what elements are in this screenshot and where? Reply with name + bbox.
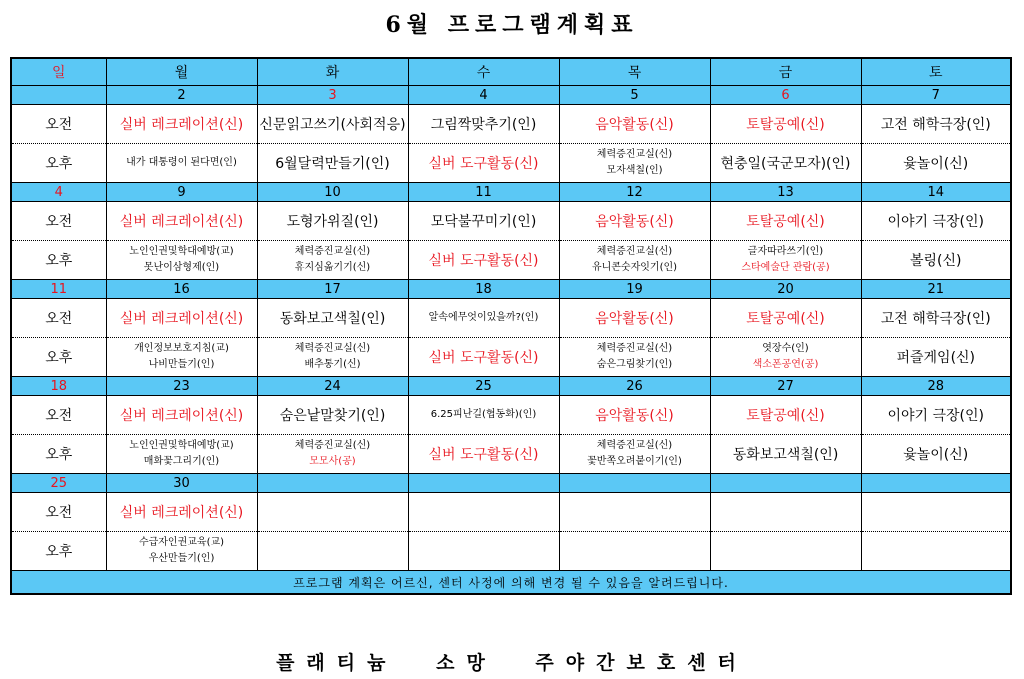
program-item: 실버 레크레이션(신)	[119, 408, 244, 424]
program-cell	[861, 532, 1011, 571]
program-item: 체력증진교실(신)	[294, 343, 371, 354]
am-row	[11, 299, 1011, 338]
am-row	[11, 493, 1011, 532]
program-cell	[559, 144, 710, 183]
date-row	[11, 377, 1011, 396]
program-item: 실버 레크레이션(신)	[119, 117, 244, 133]
program-item: 이야기 극장(인)	[887, 408, 985, 424]
program-cell	[257, 435, 408, 474]
program-item: 이야기 극장(인)	[887, 214, 985, 230]
program-item: 토탈공예(신)	[746, 408, 825, 424]
program-cell	[257, 105, 408, 144]
program-cell	[408, 532, 559, 571]
program-cell	[408, 299, 559, 338]
am-label: 오전	[11, 299, 106, 338]
program-item: 나비만들기(인)	[148, 359, 215, 370]
program-cell	[408, 105, 559, 144]
program-item: 퍼즐게임(신)	[896, 350, 976, 366]
date-cell: 19	[559, 280, 710, 299]
program-cell	[861, 493, 1011, 532]
am-label: 오전	[11, 493, 106, 532]
program-schedule-table	[10, 57, 1012, 595]
date-cell: 14	[861, 183, 1011, 202]
am-row	[11, 202, 1011, 241]
program-cell	[559, 105, 710, 144]
date-cell: 27	[710, 377, 861, 396]
date-cell: 13	[710, 183, 861, 202]
program-cell	[106, 105, 257, 144]
program-item: 볼링(신)	[910, 253, 962, 269]
program-cell	[710, 435, 861, 474]
date-cell: 11	[408, 183, 559, 202]
program-item: 6.25피난길(협동화)(인)	[430, 409, 537, 420]
program-item: 6월달력만들기(인)	[275, 156, 390, 172]
program-cell	[257, 532, 408, 571]
date-row	[11, 86, 1011, 105]
date-row	[11, 474, 1011, 493]
date-cell	[559, 474, 710, 493]
program-item: 동화보고색칠(인)	[279, 311, 386, 327]
program-cell	[106, 338, 257, 377]
program-item: 토탈공예(신)	[746, 311, 825, 327]
date-cell	[710, 474, 861, 493]
date-cell	[408, 474, 559, 493]
program-item: 실버 도구활동(신)	[428, 447, 539, 463]
program-cell	[257, 144, 408, 183]
weekday-3: 수	[408, 58, 559, 86]
program-item: 알속에무엇이있을까?(인)	[428, 312, 539, 323]
program-cell	[106, 299, 257, 338]
program-item: 현충일(국군모자)(인)	[720, 156, 851, 172]
program-cell	[257, 396, 408, 435]
program-cell	[559, 299, 710, 338]
program-item: 우산만들기(인)	[148, 553, 215, 564]
program-item: 음악활동(신)	[595, 408, 674, 424]
program-cell	[861, 144, 1011, 183]
program-item: 꽃반쪽오려붙이기(인)	[587, 456, 682, 467]
date-cell: 30	[106, 474, 257, 493]
program-cell	[106, 435, 257, 474]
date-row	[11, 280, 1011, 299]
program-cell	[861, 241, 1011, 280]
program-item: 신문읽고쓰기(사회적응)	[259, 117, 406, 133]
am-label: 오전	[11, 105, 106, 144]
program-item: 모모사(공)	[309, 456, 356, 467]
program-item: 색소폰공연(공)	[752, 359, 819, 370]
date-cell: 11	[11, 280, 106, 299]
program-cell	[861, 396, 1011, 435]
program-cell	[861, 299, 1011, 338]
program-cell	[257, 299, 408, 338]
program-cell	[559, 435, 710, 474]
date-cell: 9	[106, 183, 257, 202]
program-item: 실버 레크레이션(신)	[119, 311, 244, 327]
program-item: 스타예술단 관람(공)	[741, 262, 830, 273]
weekday-5: 금	[710, 58, 861, 86]
program-cell	[861, 435, 1011, 474]
program-item: 휴지심옮기기(신)	[294, 262, 371, 273]
date-cell: 4	[408, 86, 559, 105]
program-cell	[408, 338, 559, 377]
program-item: 실버 도구활동(신)	[428, 156, 539, 172]
program-cell	[710, 338, 861, 377]
program-item: 체력증진교실(신)	[294, 440, 371, 451]
pm-label: 오후	[11, 144, 106, 183]
date-cell: 25	[408, 377, 559, 396]
program-cell	[257, 338, 408, 377]
program-cell	[710, 396, 861, 435]
program-cell	[408, 202, 559, 241]
program-cell	[861, 105, 1011, 144]
pm-row	[11, 338, 1011, 377]
date-cell: 17	[257, 280, 408, 299]
date-row	[11, 183, 1011, 202]
date-cell: 10	[257, 183, 408, 202]
program-item: 도형가위질(인)	[286, 214, 379, 230]
weekday-6: 토	[861, 58, 1011, 86]
note-row	[11, 571, 1011, 595]
program-item: 개인정보보호지침(교)	[134, 343, 229, 354]
program-item: 체력증진교실(신)	[596, 440, 673, 451]
am-label: 오전	[11, 396, 106, 435]
program-item: 체력증진교실(신)	[596, 149, 673, 160]
date-cell: 18	[408, 280, 559, 299]
date-cell: 25	[11, 474, 106, 493]
weekday-0: 일	[11, 58, 106, 86]
weekday-2: 화	[257, 58, 408, 86]
program-item: 고전 해학극장(인)	[880, 311, 991, 327]
program-cell	[408, 144, 559, 183]
program-item: 못난이삼형제(인)	[143, 262, 220, 273]
program-item: 엿장수(인)	[762, 343, 809, 354]
date-cell	[11, 86, 106, 105]
program-cell	[257, 493, 408, 532]
program-cell	[559, 493, 710, 532]
program-cell	[257, 202, 408, 241]
program-item: 동화보고색칠(인)	[732, 447, 839, 463]
program-cell	[861, 338, 1011, 377]
am-row	[11, 396, 1011, 435]
program-cell	[559, 532, 710, 571]
program-cell	[710, 493, 861, 532]
program-item: 실버 레크레이션(신)	[119, 505, 244, 521]
program-item: 음악활동(신)	[595, 311, 674, 327]
program-item: 글자따라쓰기(인)	[747, 246, 824, 257]
program-cell	[710, 299, 861, 338]
program-item: 체력증진교실(신)	[294, 246, 371, 257]
pm-row	[11, 241, 1011, 280]
date-cell: 4	[11, 183, 106, 202]
program-item: 실버 도구활동(신)	[428, 350, 539, 366]
program-item: 유니콘숫자잇기(인)	[591, 262, 678, 273]
program-cell	[257, 241, 408, 280]
date-cell: 6	[710, 86, 861, 105]
program-cell	[559, 202, 710, 241]
program-item: 노인인권및학대예방(교)	[129, 440, 234, 451]
date-cell	[257, 474, 408, 493]
program-item: 숨은낱말찾기(인)	[279, 408, 386, 424]
pm-row	[11, 435, 1011, 474]
pm-label: 오후	[11, 435, 106, 474]
program-item: 노인인권및학대예방(교)	[129, 246, 234, 257]
program-item: 체력증진교실(신)	[596, 246, 673, 257]
program-item: 모닥불꾸미기(인)	[430, 214, 537, 230]
am-row	[11, 105, 1011, 144]
center-name: 플래티늄 소망 주야간보호센터	[276, 652, 748, 674]
pm-row	[11, 144, 1011, 183]
program-item: 모자색칠(인)	[606, 165, 663, 176]
program-cell	[710, 532, 861, 571]
date-cell: 28	[861, 377, 1011, 396]
program-item: 토탈공예(신)	[746, 117, 825, 133]
program-cell	[861, 202, 1011, 241]
program-cell	[710, 105, 861, 144]
date-cell: 16	[106, 280, 257, 299]
program-item: 배추통기(신)	[304, 359, 361, 370]
program-item: 내가 대통령이 된다면(인)	[126, 157, 237, 168]
date-cell: 24	[257, 377, 408, 396]
program-item: 윷놀이(신)	[903, 447, 969, 463]
am-label: 오전	[11, 202, 106, 241]
date-cell: 5	[559, 86, 710, 105]
program-item: 실버 레크레이션(신)	[119, 214, 244, 230]
date-cell: 2	[106, 86, 257, 105]
program-cell	[710, 144, 861, 183]
pm-label: 오후	[11, 338, 106, 377]
program-cell	[408, 396, 559, 435]
program-item: 윷놀이(신)	[903, 156, 969, 172]
date-cell: 26	[559, 377, 710, 396]
program-item: 그림짝맞추기(인)	[430, 117, 537, 133]
program-item: 음악활동(신)	[595, 214, 674, 230]
pm-row	[11, 532, 1011, 571]
program-cell	[106, 532, 257, 571]
date-cell	[861, 474, 1011, 493]
program-item: 고전 해학극장(인)	[880, 117, 991, 133]
weekday-header-row	[11, 58, 1011, 86]
weekday-1: 월	[106, 58, 257, 86]
program-cell	[408, 241, 559, 280]
program-item: 수급자인권교육(교)	[138, 537, 225, 548]
program-cell	[559, 338, 710, 377]
program-cell	[106, 241, 257, 280]
date-cell: 7	[861, 86, 1011, 105]
program-cell	[408, 493, 559, 532]
program-cell	[559, 396, 710, 435]
weekday-4: 목	[559, 58, 710, 86]
schedule-notice: 프로그램 계획은 어르신, 센터 사정에 의해 변경 될 수 있음을 알려드립니다.	[11, 571, 1011, 595]
page-title: 6월 프로그램계획표	[385, 12, 639, 38]
program-cell	[106, 144, 257, 183]
date-cell: 18	[11, 377, 106, 396]
date-cell: 3	[257, 86, 408, 105]
program-item: 실버 도구활동(신)	[428, 253, 539, 269]
pm-label: 오후	[11, 532, 106, 571]
date-cell: 21	[861, 280, 1011, 299]
program-cell	[408, 435, 559, 474]
program-item: 체력증진교실(신)	[596, 343, 673, 354]
program-cell	[106, 202, 257, 241]
date-cell: 23	[106, 377, 257, 396]
program-cell	[106, 396, 257, 435]
program-item: 매화꽃그리기(인)	[143, 456, 220, 467]
program-cell	[710, 241, 861, 280]
program-item: 토탈공예(신)	[746, 214, 825, 230]
program-cell	[710, 202, 861, 241]
program-item: 음악활동(신)	[595, 117, 674, 133]
program-cell	[559, 241, 710, 280]
date-cell: 20	[710, 280, 861, 299]
program-item: 숨은그림찾기(인)	[596, 359, 673, 370]
pm-label: 오후	[11, 241, 106, 280]
date-cell: 12	[559, 183, 710, 202]
program-cell	[106, 493, 257, 532]
